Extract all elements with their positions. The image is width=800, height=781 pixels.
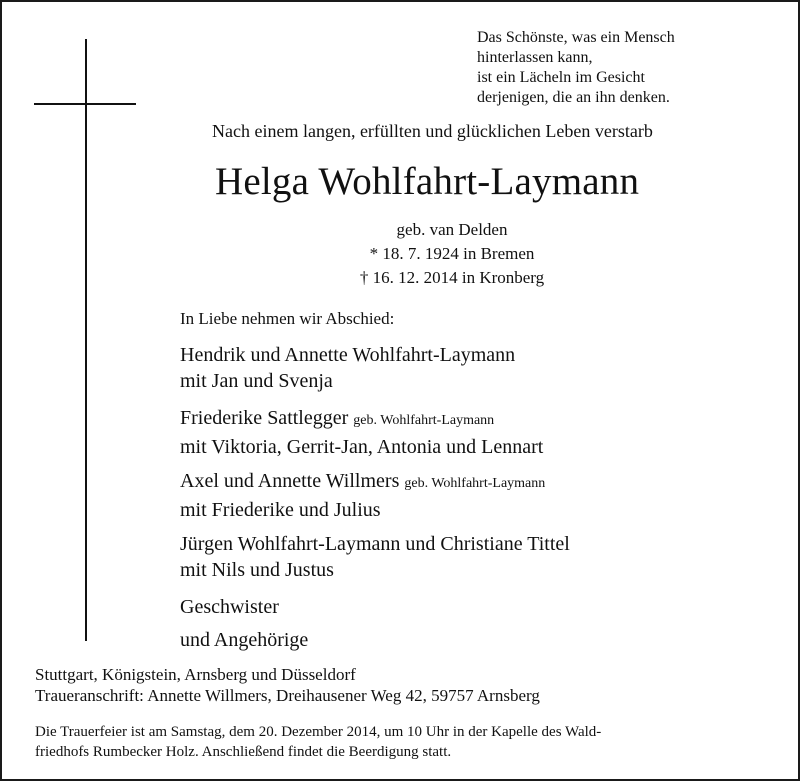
family-note: geb. Wohlfahrt-Laymann (353, 413, 495, 428)
mourning-address: Traueranschrift: Annette Willmers, Dreihausener Weg 42, 59757 Arnsberg (35, 686, 540, 705)
family-name: Jürgen Wohlfahrt-Laymann und Christiane Tittel (180, 533, 570, 555)
family-entry (180, 405, 543, 460)
family-children: mit Nils und Justus (180, 559, 334, 581)
quote-line: hinterlassen kann, (477, 49, 593, 66)
quote-line: Das Schönste, was ein Mensch (477, 29, 675, 46)
family-name: Hendrik und Annette Wohlfahrt-Laymann (180, 344, 516, 366)
quote-line: ist ein Lächeln im Gesicht (477, 69, 645, 86)
service-line: Die Trauerfeier ist am Samstag, dem 20. Dezember 2014, um 10 Uhr in der Kapelle des Wald- (35, 724, 602, 740)
farewell-text: In Liebe nehmen wir Abschied: (180, 309, 395, 328)
family-name: Axel und Annette Willmers (180, 470, 400, 492)
deceased-details (332, 218, 572, 290)
relatives: und Angehörige (180, 629, 309, 651)
deceased-name: Helga Wohlfahrt-Laymann (215, 160, 640, 203)
death-date: † 16. 12. 2014 in Kronberg (359, 268, 545, 287)
family-note: geb. Wohlfahrt-Laymann (404, 476, 546, 491)
cross-icon-vertical (85, 39, 87, 641)
family-children: mit Friederike und Julius (180, 499, 381, 521)
funeral-service-info (35, 722, 601, 762)
places-list: Stuttgart, Königstein, Arnsberg und Düsseldorf (35, 665, 356, 684)
maiden-name: geb. van Delden (396, 220, 508, 239)
siblings: Geschwister (180, 596, 279, 618)
family-children: mit Viktoria, Gerrit-Jan, Antonia und Lennart (180, 436, 544, 458)
contact-info (35, 664, 540, 706)
intro-text: Nach einem langen, erfüllten und glücklichen Leben verstarb (212, 121, 653, 141)
family-entry (180, 531, 570, 583)
family-entry (180, 468, 545, 523)
memorial-quote (477, 28, 675, 108)
family-children: mit Jan und Svenja (180, 370, 333, 392)
service-line: friedhofs Rumbecker Holz. Anschließend findet die Beerdigung statt. (35, 744, 452, 760)
cross-icon-horizontal (34, 103, 136, 105)
birth-date: * 18. 7. 1924 in Bremen (369, 244, 535, 263)
quote-line: derjenigen, die an ihn denken. (477, 89, 670, 106)
family-name: Friederike Sattlegger (180, 407, 349, 429)
family-entry (180, 342, 515, 394)
